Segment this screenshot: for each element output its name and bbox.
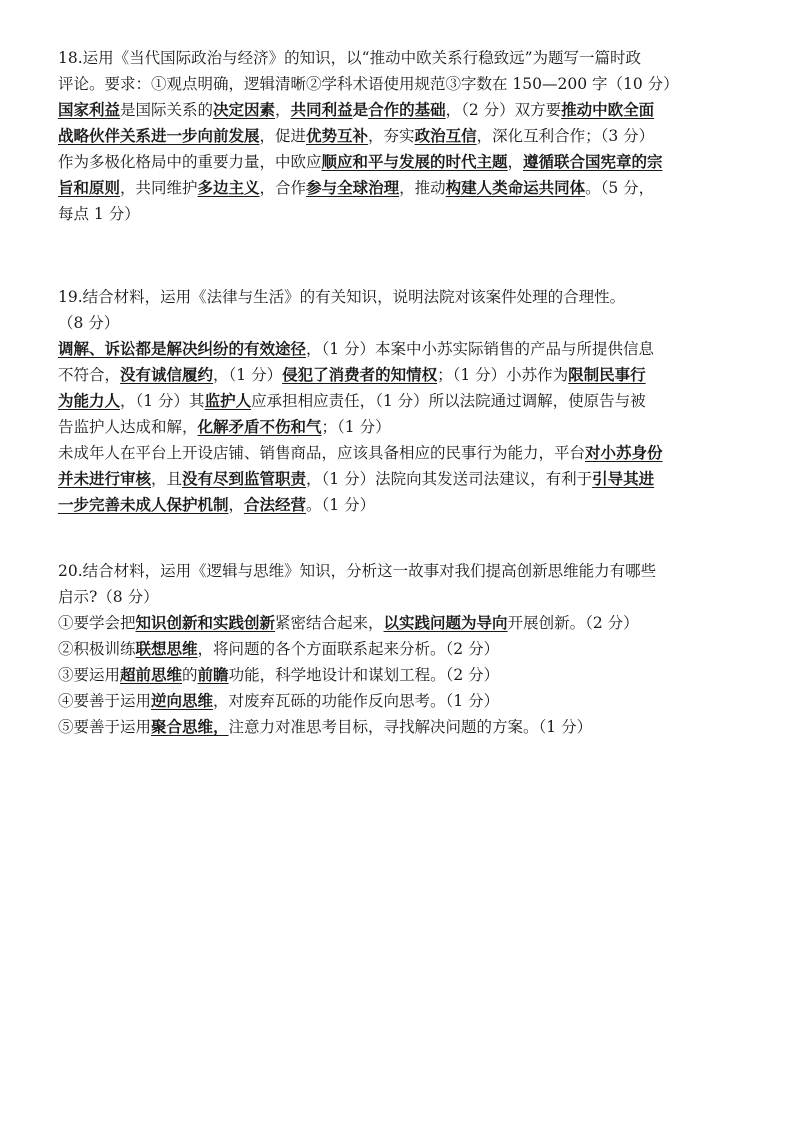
answer-text: ，（1 分）其 [120, 392, 205, 410]
answer-text: ， [228, 496, 245, 514]
question-19-title-line-1: 19.结合材料，运用《法律与生活》的有关知识，说明法院对该案件处理的合理性。 [58, 288, 626, 306]
answer-text: 不符合， [58, 366, 121, 384]
key-term: 构建人类命运共同体 [445, 178, 586, 197]
answer-20-point-5 [58, 714, 748, 740]
question-19 [58, 284, 748, 518]
answer-20-point-4 [58, 688, 748, 714]
key-term: 合作的基础 [368, 100, 446, 119]
key-term: 引导其进 [592, 469, 655, 488]
answer-19-line-3 [58, 336, 748, 362]
key-term: 限制民事行 [568, 365, 646, 384]
key-term: 侵犯了消费者的知情权 [282, 365, 438, 384]
answer-text: ，夯实 [368, 127, 415, 145]
answer-19-line-5 [58, 388, 748, 414]
key-term: 顺应和平与发展的时代主题 [321, 152, 508, 171]
answer-text: 。（5 分， [585, 179, 655, 197]
answer-text: ，将问题的各个方面联系起来分析。（2 分） [197, 640, 500, 658]
question-20-title-line-2: 启示?（8 分） [58, 588, 159, 606]
answer-text: ， [507, 153, 524, 171]
question-20 [58, 558, 748, 740]
key-term: 联想思维 [135, 639, 198, 658]
answer-text: ⑤要善于运用 [58, 718, 152, 736]
key-term: 没有诚信履约 [120, 365, 214, 384]
key-term: 合法经营 [244, 495, 307, 514]
question-20-title-line-1: 20.结合材料，运用《逻辑与思维》知识，分析这一故事对我们提高创新思维能力有哪些 [58, 562, 657, 580]
answer-20-point-3 [58, 662, 748, 688]
answer-18-line-5 [58, 149, 748, 175]
answer-text: 功能，科学地设计和谋划工程。（2 分） [228, 666, 500, 684]
answer-text: ，（1 分） [213, 366, 283, 384]
answer-text: 未成年人在平台上开设店铺、销售商品，应该具备相应的民事行为能力，平台 [58, 444, 586, 462]
key-term: 决定因素 [213, 100, 276, 119]
answer-text: ，共同维护 [120, 179, 198, 197]
answer-text: ，促进 [259, 127, 307, 145]
answer-text: 作为多极化格局中的重要力量，中欧应 [58, 153, 322, 171]
key-term: 国家利益 [58, 100, 121, 119]
answer-text: 告监护人达成和解， [58, 418, 198, 436]
key-term: 并未进行审核 [58, 469, 152, 488]
answer-text: ④要善于运用 [58, 692, 152, 710]
key-term: 旨和原则 [58, 178, 121, 197]
question-18-title-line-1: 18.运用《当代国际政治与经济》的知识，以“推动中欧关系行稳致远”为题写一篇时政 [58, 49, 642, 67]
key-term: 优势互补 [306, 126, 369, 145]
key-term: 监护人 [204, 391, 252, 410]
question-19-title-line-2: （8 分） [58, 314, 120, 332]
key-term: 多边主义 [197, 178, 260, 197]
answer-text: 开展创新。（2 分） [507, 614, 639, 632]
key-term: 逆向思维 [151, 691, 214, 710]
key-term: 是 [352, 100, 369, 119]
answer-text: ；（1 分）小苏作为 [437, 366, 569, 384]
key-term: 政治互信 [414, 126, 477, 145]
answer-19-line-6 [58, 414, 748, 440]
answer-text: ，（2 分）双方要 [445, 101, 562, 119]
answer-text: ，（1 分）法院向其发送司法建议，有利于 [306, 470, 593, 488]
answer-text: ，对废弃瓦砾的功能作反向思考。（1 分） [213, 692, 500, 710]
key-term: 化解矛盾不伤和气 [197, 417, 322, 436]
answer-text: 的 [182, 666, 198, 684]
key-term: 没有尽到监管职责 [182, 469, 307, 488]
answer-text: 是国际关系的 [120, 101, 214, 119]
key-term: 对小苏身份 [585, 443, 663, 462]
answer-text: ；（1 分） [321, 418, 391, 436]
answer-text: ①要学会把 [58, 614, 136, 632]
answer-19-line-9 [58, 492, 748, 518]
answer-20-point-1 [58, 610, 748, 636]
answer-text: 注意力对准思考目标，寻找解决问题的方案。（1 分） [228, 718, 593, 736]
answer-19-line-4 [58, 362, 748, 388]
answer-19-line-8 [58, 466, 748, 492]
key-term: 聚合思维， [151, 717, 229, 736]
answer-text: 紧密结合起来， [275, 614, 384, 632]
answer-text: 。（1 分） [306, 496, 376, 514]
answer-text: 每点 1 分） [58, 205, 140, 223]
answer-text: ，深化互利合作；（3 分） [476, 127, 655, 145]
key-term: 遵循联合国宪章的宗 [523, 152, 663, 171]
key-term: 知识创新和实践创新 [135, 613, 276, 632]
key-term: 共同利益 [290, 100, 353, 119]
answer-20-point-2 [58, 636, 748, 662]
key-term: 参与全球治理 [306, 178, 400, 197]
question-18-title-line-2: 评论。要求：①观点明确，逻辑清晰②学科术语使用规范③字数在 150—200 字（10 分） [58, 75, 679, 93]
key-term: 超前思维 [120, 665, 183, 684]
key-term: 为能力人 [58, 391, 121, 410]
answer-18-line-3 [58, 97, 748, 123]
key-term: 一步完善未成人保护机制 [58, 495, 229, 514]
answer-text: ②积极训练 [58, 640, 136, 658]
answer-text: ，推动 [399, 179, 446, 197]
answer-18-line-4 [58, 123, 748, 149]
answer-18-line-7 [58, 201, 748, 227]
question-18 [58, 45, 748, 227]
answer-text: ， [275, 101, 291, 119]
key-term: 以实践问题为导向 [383, 613, 508, 632]
answer-text: ③要运用 [58, 666, 121, 684]
key-term: 推动中欧全面 [561, 100, 655, 119]
key-term: 调解、诉讼都是解决纠纷的有效途径 [58, 339, 307, 358]
key-term: 战略伙伴关系进一步向前发展 [58, 126, 260, 145]
answer-text: 应承担相应责任，（1 分）所以法院通过调解，使原告与被 [251, 392, 646, 410]
answer-18-line-6 [58, 175, 748, 201]
key-term: 前瞻 [197, 665, 229, 684]
answer-text: ，且 [151, 470, 183, 488]
answer-19-line-7 [58, 440, 748, 466]
answer-text: ，合作 [259, 179, 307, 197]
answer-text: ，（1 分）本案中小苏实际销售的产品与所提供信息 [306, 340, 655, 358]
